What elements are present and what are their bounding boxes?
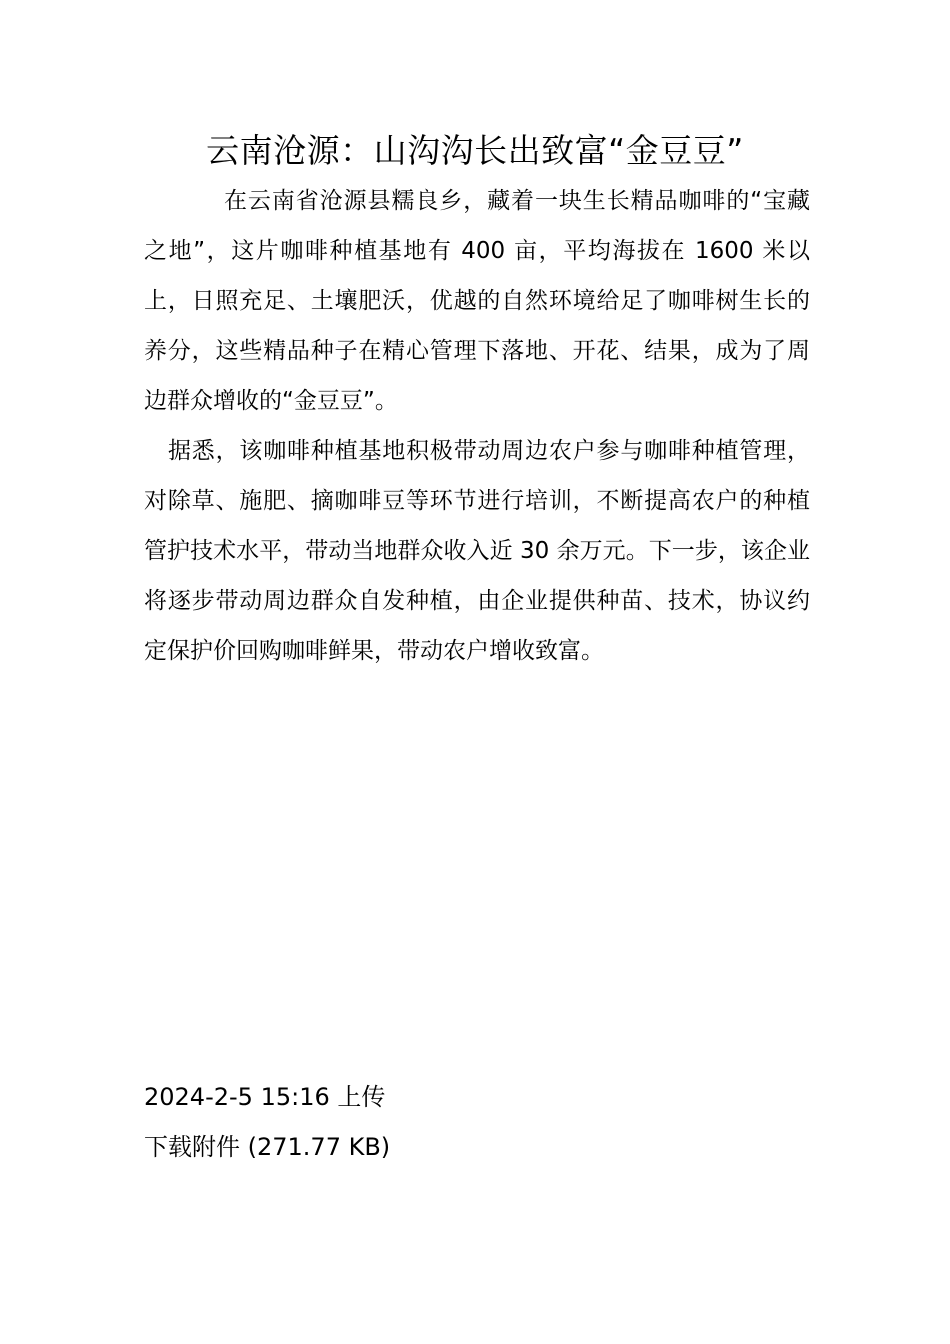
article-paragraph: 据悉，该咖啡种植基地积极带动周边农户参与咖啡种植管理，对除草、施肥、摘咖啡豆等环节进行培训，不断提高农户的种植管护技术水平，带动当地群众收入近 30 余万元。下一步，该企业将逐步带动周边群众自发种植，由企业提供种苗、技术，协议约定保护价回购咖啡鲜果，带动农户增收致富。 — [144, 438, 810, 664]
article-paragraph: 在云南省沧源县糯良乡，藏着一块生长精品咖啡的“宝藏之地”，这片咖啡种植基地有 400 亩，平均海拔在 1600 米以上，日照充足、土壤肥沃，优越的自然环境给足了咖啡树生长的养分，这些精品种子在精心管理下落地、开花、结果，成为了周边群众增收的“金豆豆”。 — [144, 188, 810, 414]
article-title: 云南沧源：山沟沟长出致富“金豆豆” — [206, 131, 744, 170]
upload-timestamp: 2024-2-5 15:16 上传 — [144, 1083, 386, 1111]
download-attachment-link[interactable]: 下载附件 (271.77 KB) — [144, 1133, 391, 1161]
article-body — [144, 176, 810, 676]
